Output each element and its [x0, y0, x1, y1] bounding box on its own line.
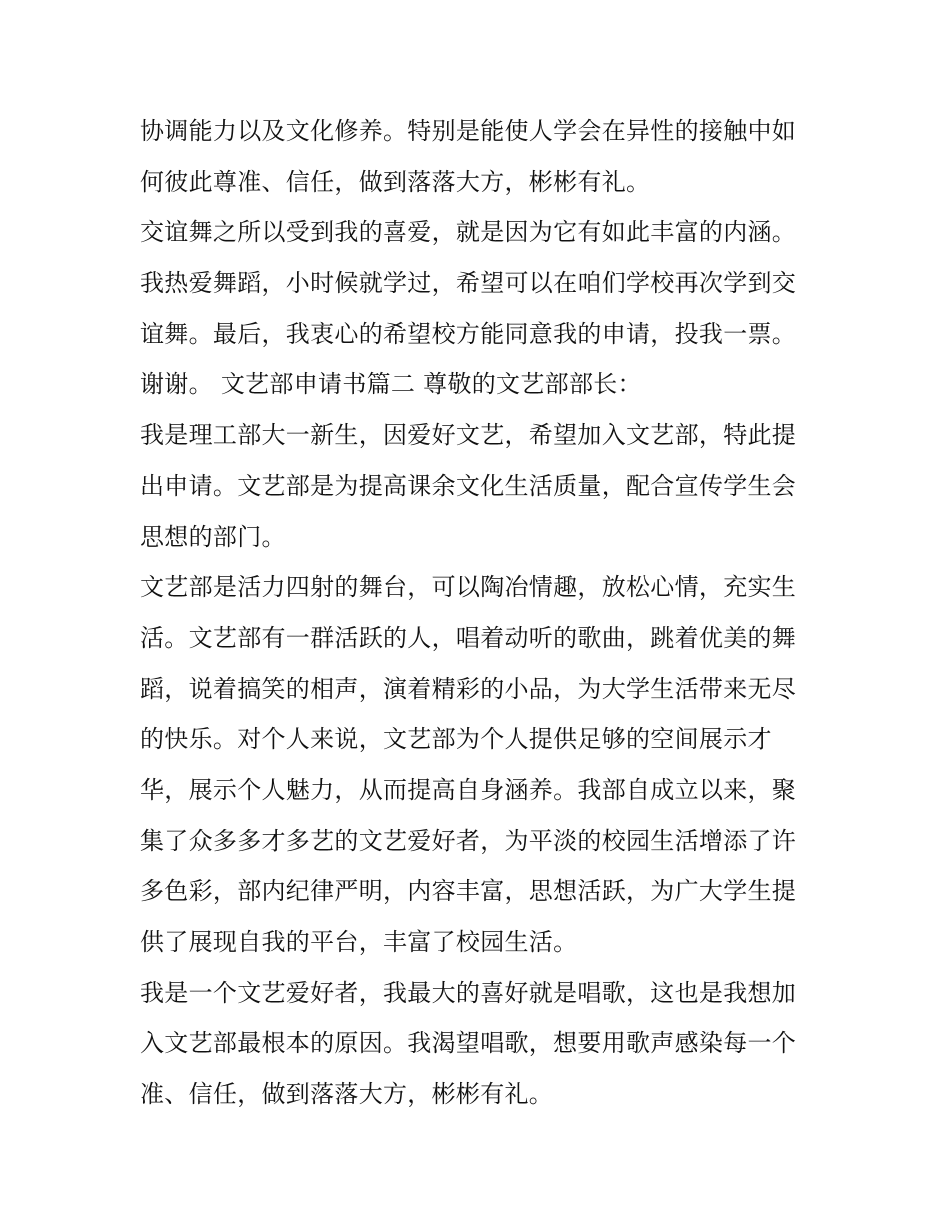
text-line: 准、信任，做到落落大方，彬彬有礼。 — [140, 1080, 554, 1109]
text-line: 活。文艺部有一群活跃的人，唱着动听的歌曲，跳着优美的舞 — [140, 623, 797, 652]
text-line: 入文艺部最根本的原因。我渴望唱歌，想要用歌声感染每一个 — [140, 1029, 797, 1058]
text-line: 我是理工部大一新生，因爱好文艺，希望加入文艺部，特此提 — [140, 421, 797, 450]
text-line: 文艺部是活力四射的舞台，可以陶冶情趣，放松心情，充实生 — [140, 573, 797, 602]
text-line: 华，展示个人魅力，从而提高自身涵养。我部自成立以来，聚 — [140, 775, 797, 804]
text-line: 何彼此尊准、信任，做到落落大方，彬彬有礼。 — [140, 167, 651, 196]
text-line: 协调能力以及文化修养。特别是能使人学会在异性的接触中如 — [140, 117, 797, 145]
text-line: 谊舞。最后，我衷心的希望校方能同意我的申请，投我一票。 — [140, 319, 797, 348]
text-line: 出申请。文艺部是为提高课余文化生活质量，配合宣传学生会 — [140, 471, 797, 500]
text-line: 谢谢。 文艺部申请书篇二 尊敬的文艺部部长： — [140, 370, 642, 399]
text-line: 思想的部门。 — [140, 522, 286, 551]
text-line: 多色彩，部内纪律严明，内容丰富，思想活跃，为广大学生提 — [140, 877, 797, 906]
text-line: 蹈，说着搞笑的相声，演着精彩的小品，为大学生活带来无尽 — [140, 674, 797, 703]
text-line: 的快乐。对个人来说，文艺部为个人提供足够的空间展示才 — [140, 725, 772, 754]
text-line: 我热爱舞蹈，小时候就学过，希望可以在咱们学校再次学到交 — [140, 269, 797, 298]
body-text — [140, 106, 830, 1120]
text-line: 我是一个文艺爱好者，我最大的喜好就是唱歌，这也是我想加 — [140, 978, 797, 1007]
text-line: 集了众多多才多艺的文艺爱好者，为平淡的校园生活增添了许 — [140, 826, 797, 855]
text-line: 交谊舞之所以受到我的喜爱，就是因为它有如此丰富的内涵。 — [140, 218, 797, 247]
text-line: 供了展现自我的平台，丰富了校园生活。 — [140, 928, 578, 956]
